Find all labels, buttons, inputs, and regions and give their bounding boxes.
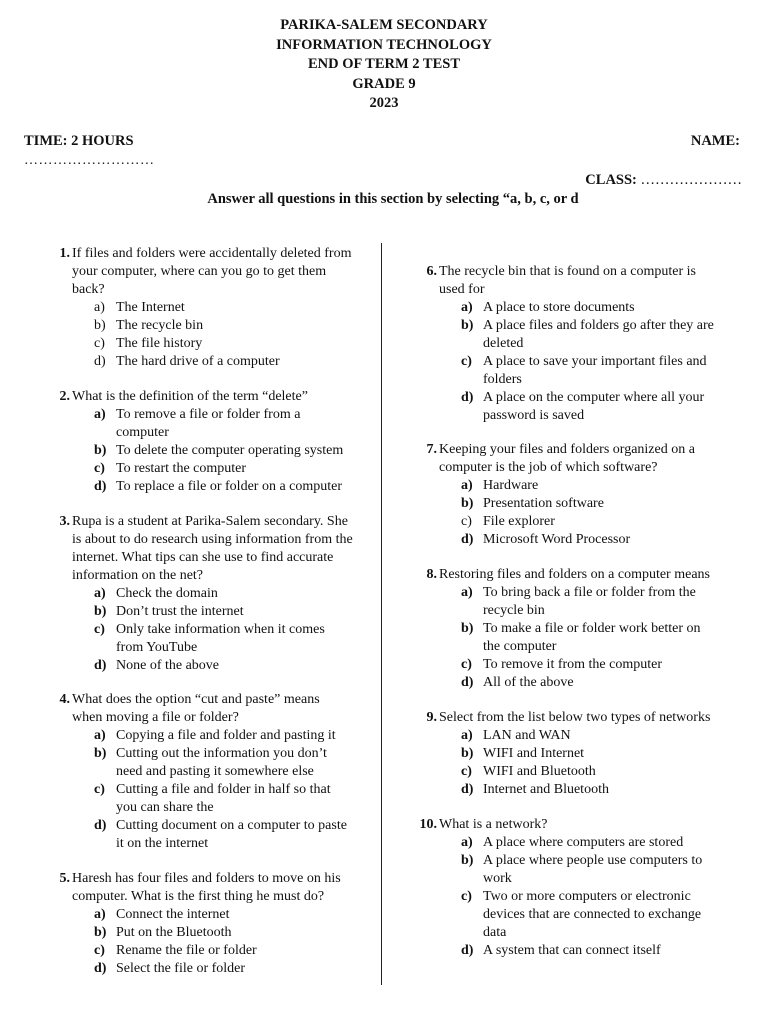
question-9 [415, 709, 720, 799]
question-number: 9. [426, 710, 437, 725]
time-label: TIME: 2 HOURS [24, 133, 134, 149]
option-c[interactable] [94, 942, 353, 960]
option-c[interactable] [94, 460, 353, 478]
option-label: d) [461, 532, 474, 547]
option-d[interactable] [461, 389, 720, 425]
class-field [585, 172, 742, 189]
option-text: The file history [116, 336, 203, 351]
option-d[interactable] [94, 478, 353, 496]
option-a[interactable] [94, 585, 353, 603]
option-a[interactable] [461, 727, 720, 745]
option-d[interactable] [94, 817, 353, 853]
option-label: c) [94, 622, 105, 637]
option-d[interactable] [94, 353, 353, 371]
class-blank: ………………… [640, 172, 742, 188]
option-label: b) [94, 604, 107, 619]
option-b[interactable] [461, 620, 720, 656]
option-text: Microsoft Word Processor [483, 532, 631, 547]
option-text: To delete the computer operating system [116, 443, 344, 458]
option-label: a) [461, 585, 473, 600]
option-label: c) [94, 943, 105, 958]
option-b[interactable] [94, 603, 353, 621]
option-text: To make a file or folder work better on the computer [483, 621, 701, 654]
option-text: To replace a file or folder on a computer [116, 479, 343, 494]
option-a[interactable] [94, 906, 353, 924]
option-a[interactable] [94, 406, 353, 442]
option-label: c) [461, 514, 472, 529]
option-text: Check the domain [116, 586, 218, 601]
option-text: The recycle bin [116, 318, 204, 333]
option-text: Internet and Bluetooth [483, 782, 609, 797]
option-text: A system that can connect itself [483, 943, 661, 958]
option-d[interactable] [461, 674, 720, 692]
option-label: a) [94, 300, 105, 315]
option-b[interactable] [94, 442, 353, 460]
option-text: A place to store documents [483, 300, 635, 315]
option-text: LAN and WAN [483, 728, 571, 743]
option-c[interactable] [94, 621, 353, 657]
question-stem: Keeping your files and folders organized on a computer is the job of which software? [439, 442, 695, 475]
class-label: CLASS: [585, 172, 637, 188]
option-label: b) [94, 746, 107, 761]
option-label: c) [94, 782, 105, 797]
option-d[interactable] [461, 942, 720, 960]
option-text: All of the above [483, 675, 574, 690]
option-b[interactable] [461, 745, 720, 763]
question-6 [415, 263, 720, 425]
option-text: A place files and folders go after they are deleted [483, 318, 714, 351]
option-label: a) [94, 407, 106, 422]
option-c[interactable] [94, 781, 353, 817]
option-label: d) [94, 818, 107, 833]
grade-label: GRADE 9 [352, 75, 416, 92]
option-text: Connect the internet [116, 907, 230, 922]
option-label: b) [94, 318, 106, 333]
option-label: d) [94, 961, 107, 976]
question-8 [415, 566, 720, 692]
option-label: b) [461, 853, 474, 868]
question-10 [415, 816, 720, 960]
question-number: 8. [426, 567, 437, 582]
option-label: a) [94, 728, 106, 743]
option-text: The Internet [116, 300, 185, 315]
option-text: Hardware [483, 478, 539, 493]
test-title: END OF TERM 2 TEST [307, 56, 461, 72]
option-text: Don’t trust the internet [116, 604, 244, 619]
option-d[interactable] [461, 531, 720, 549]
question-stem: Restoring files and folders on a computer means [439, 567, 710, 582]
question-stem: The recycle bin that is found on a computer is used for [439, 264, 696, 297]
question-stem: Haresh has four files and folders to move on his computer. What is the first thing he must do? [72, 871, 341, 904]
option-a[interactable] [461, 584, 720, 620]
instructions: Answer all questions in this section by selecting “a, b, c, or d [207, 191, 579, 207]
option-a[interactable] [461, 834, 720, 852]
option-text: A place where computers are stored [483, 835, 684, 850]
question-number: 3. [59, 514, 70, 529]
option-text: To remove it from the computer [483, 657, 663, 672]
option-text: Two or more computers or electronic devices that are connected to exchange data [483, 889, 702, 940]
option-label: c) [94, 461, 105, 476]
question-stem: What does the option “cut and paste” means when moving a file or folder? [72, 692, 320, 725]
option-text: The hard drive of a computer [116, 354, 280, 369]
option-label: c) [461, 889, 472, 904]
option-a[interactable] [94, 727, 353, 745]
option-d[interactable] [461, 781, 720, 799]
option-label: a) [461, 478, 473, 493]
question-4 [48, 691, 353, 853]
subject-title: INFORMATION TECHNOLOGY [276, 36, 492, 53]
question-stem: Select from the list below two types of networks [439, 710, 711, 725]
option-label: d) [461, 390, 474, 405]
option-c[interactable] [461, 353, 720, 389]
option-label: c) [461, 657, 472, 672]
question-stem: Rupa is a student at Parika-Salem secondary. She is about to do research using information from the internet. What tips can she use to find accurate information on the net? [72, 514, 353, 583]
question-stem: If files and folders were accidentally deleted from your computer, where can you go to get them back? [72, 246, 352, 297]
option-text: File explorer [483, 514, 555, 529]
option-label: c) [461, 764, 472, 779]
option-b[interactable] [461, 852, 720, 888]
document-header [0, 16, 768, 114]
option-text: Only take information when it comes from YouTube [116, 622, 325, 655]
option-label: a) [94, 907, 106, 922]
question-7 [415, 441, 720, 549]
name-blank: ……………………… [24, 153, 155, 168]
option-text: Rename the file or folder [116, 943, 257, 958]
option-label: b) [461, 621, 474, 636]
option-label: b) [461, 746, 474, 761]
question-3 [48, 513, 353, 675]
option-c[interactable] [461, 763, 720, 781]
option-label: d) [94, 658, 107, 673]
option-c[interactable] [461, 656, 720, 674]
option-b[interactable] [94, 924, 353, 942]
option-d[interactable] [94, 657, 353, 675]
option-text: Select the file or folder [116, 961, 246, 976]
question-number: 10. [419, 817, 437, 832]
option-label: b) [461, 318, 474, 333]
option-b[interactable] [94, 745, 353, 781]
option-text: WIFI and Internet [483, 746, 585, 761]
question-number: 1. [59, 246, 70, 261]
option-text: Put on the Bluetooth [116, 925, 232, 940]
question-2 [48, 388, 353, 496]
option-c[interactable] [94, 335, 353, 353]
option-text: A place where people use computers to work [483, 853, 703, 886]
option-text: A place on the computer where all your password is saved [483, 390, 705, 423]
option-label: d) [94, 479, 107, 494]
question-number: 2. [59, 389, 70, 404]
option-c[interactable] [461, 888, 720, 942]
option-label: b) [94, 925, 107, 940]
option-d[interactable] [94, 960, 353, 978]
option-label: c) [461, 354, 472, 369]
question-5 [48, 870, 353, 978]
question-number: 6. [426, 264, 437, 279]
option-text: None of the above [116, 658, 220, 673]
option-b[interactable] [461, 495, 720, 513]
option-text: Cutting document on a computer to paste it on the internet [116, 818, 347, 851]
option-text: To remove a file or folder from a computer [116, 407, 301, 440]
question-number: 7. [426, 442, 437, 457]
option-text: Cutting out the information you don’t need and pasting it somewhere else [116, 746, 327, 779]
option-text: To bring back a file or folder from the recycle bin [483, 585, 696, 618]
option-label: b) [94, 443, 107, 458]
school-name: PARIKA-SALEM SECONDARY [280, 17, 488, 33]
option-b[interactable] [94, 317, 353, 335]
option-a[interactable] [461, 477, 720, 495]
option-text: A place to save your important files and folders [483, 354, 707, 387]
option-label: a) [94, 586, 106, 601]
year-label: 2023 [369, 95, 399, 111]
option-text: WIFI and Bluetooth [483, 764, 596, 779]
question-1 [48, 245, 353, 371]
option-label: a) [461, 300, 473, 315]
option-text: Copying a file and folder and pasting it [116, 728, 336, 743]
option-a[interactable] [94, 299, 353, 317]
option-label: d) [461, 782, 474, 797]
option-c[interactable] [461, 513, 720, 531]
option-text: To restart the computer [116, 461, 247, 476]
option-text: Cutting a file and folder in half so that you can share the [116, 782, 331, 815]
question-number: 5. [59, 871, 70, 886]
option-b[interactable] [461, 317, 720, 353]
question-stem: What is the definition of the term “delete” [72, 389, 308, 404]
option-label: d) [94, 354, 106, 369]
option-label: d) [461, 675, 474, 690]
question-stem: What is a network? [439, 817, 548, 832]
option-text: Presentation software [483, 496, 604, 511]
option-label: a) [461, 728, 473, 743]
option-label: a) [461, 835, 473, 850]
option-label: d) [461, 943, 474, 958]
column-divider [381, 243, 382, 985]
option-a[interactable] [461, 299, 720, 317]
question-number: 4. [59, 692, 70, 707]
option-label: b) [461, 496, 474, 511]
option-label: c) [94, 336, 105, 351]
name-label: NAME: [690, 133, 740, 149]
